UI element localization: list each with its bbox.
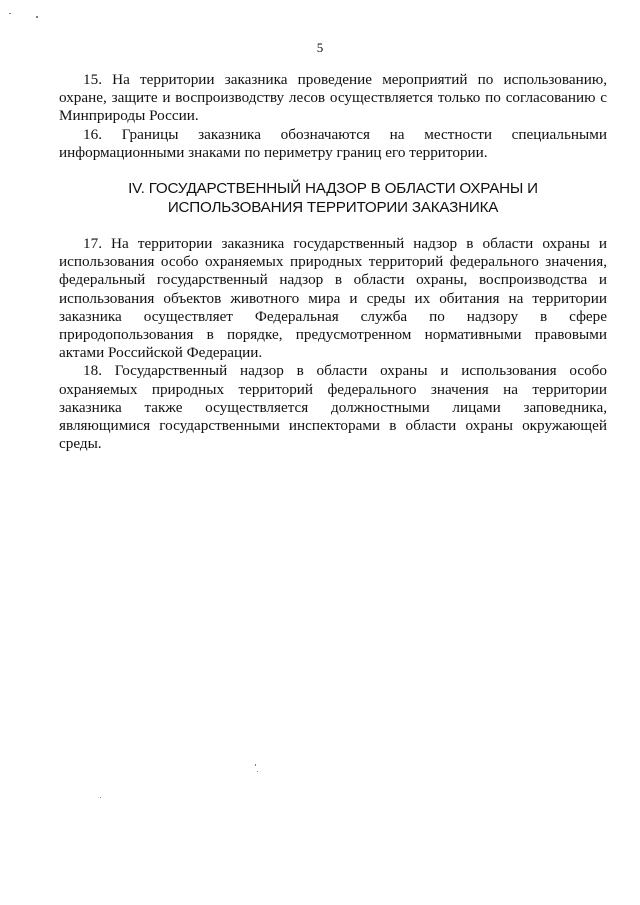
paragraph-16: 16. Границы заказника обозначаются на местности специальными информационными знаками по периметру границ его территории. [59, 125, 607, 161]
scan-speck [255, 764, 256, 766]
page-number: 5 [316, 40, 324, 55]
paragraph-17: 17. На территории заказника государственный надзор в области охраны и использования особо охраняемых природных территорий федерального значения, федеральный государственный надзор в области охраны, воспроизводства и использования объектов животного мира и среды их обитания на территории заказника осуществляет Федеральная служба по надзору в сфере природопользования в порядке, предусмотренном нормативными правовыми актами Российской Федерации. [59, 235, 607, 362]
paragraph-15: 15. На территории заказника проведение мероприятий по использованию, охране, защите и воспроизводству лесов осуществляется только по согласованию с Минприроды России. [59, 71, 607, 125]
scan-speck [9, 13, 11, 14]
scan-speck [36, 16, 38, 18]
section-heading-line-2: ИСПОЛЬЗОВАНИЯ ТЕРРИТОРИИ ЗАКАЗНИКА [167, 198, 499, 216]
scan-speck [100, 797, 101, 798]
scan-speck [257, 771, 258, 772]
section-heading [59, 180, 607, 217]
paragraph-18: 18. Государственный надзор в области охраны и использования особо охраняемых природных территорий федерального значения на территории заказника также осуществляется должностными лицами заповедника, являющимися государственными инспекторами в области охраны окружающей среды. [59, 362, 607, 453]
section-heading-line-1: IV. ГОСУДАРСТВЕННЫЙ НАДЗОР В ОБЛАСТИ ОХРАНЫ И [128, 180, 538, 198]
document-body [59, 71, 607, 453]
